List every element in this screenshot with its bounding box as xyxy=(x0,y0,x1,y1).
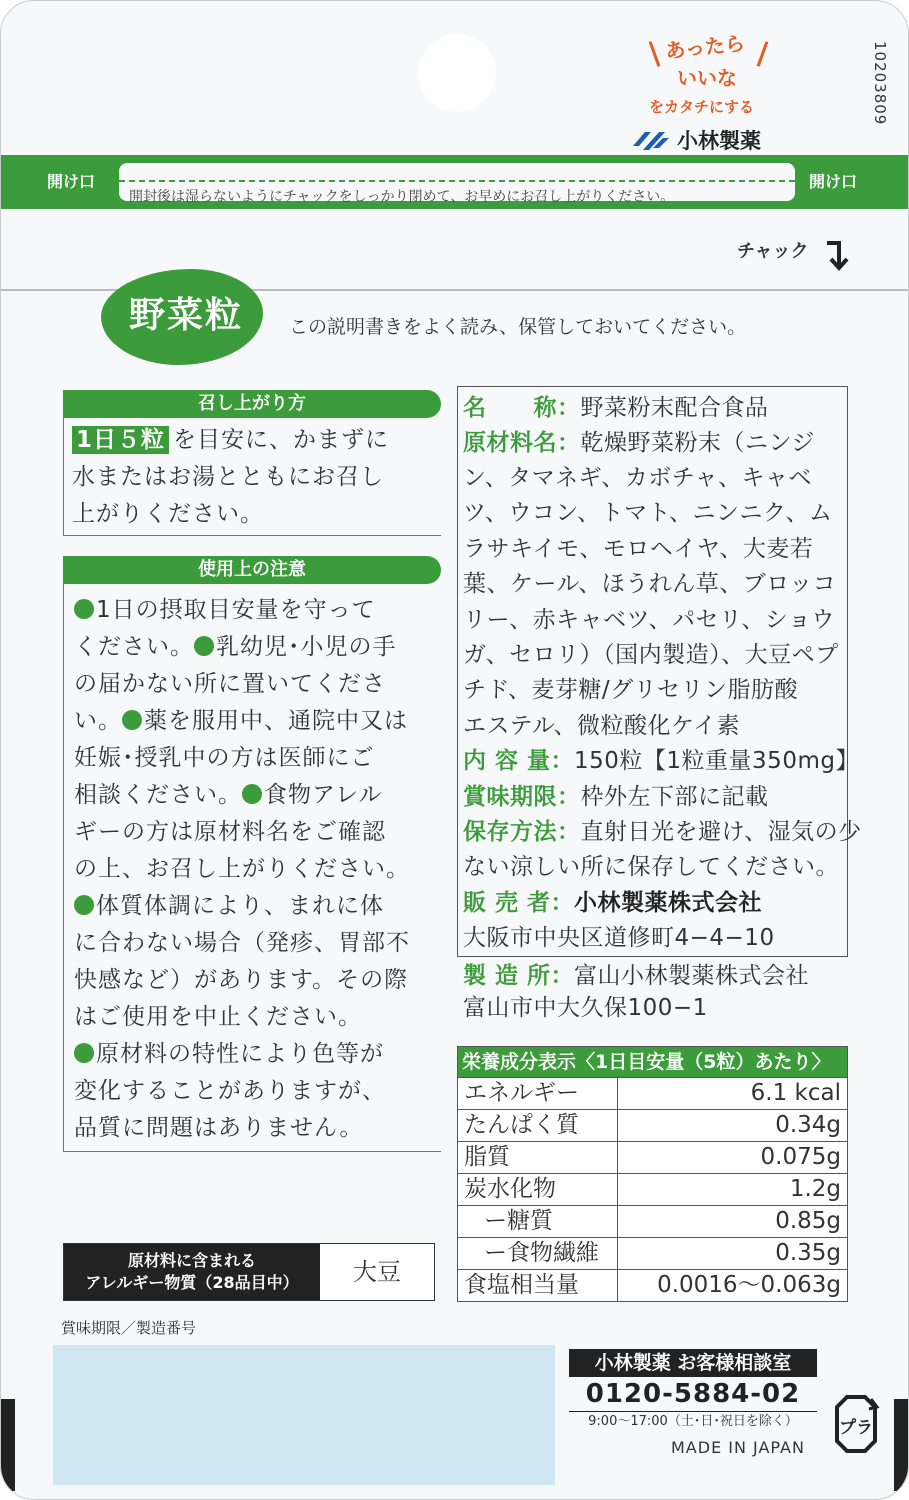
caution-line: 変化することがありますが、 xyxy=(74,1078,386,1104)
lot-code: 10203809 xyxy=(871,41,889,126)
usage-line-2: 水またはお湯とともにお召し xyxy=(72,464,384,490)
caution-line: 快感など）があります。その際 xyxy=(74,967,409,993)
slogan-accent-left xyxy=(649,41,661,66)
caution-text xyxy=(74,592,441,1147)
spec-ingredients-line: チド、麦芽糖/グリセリン脂肪酸 xyxy=(463,677,798,703)
spec-maker: 製 造 所：富山小林製薬株式会社 xyxy=(463,963,810,989)
bullet-dot-icon xyxy=(74,895,94,915)
caution-line: 品質に問題はありません。 xyxy=(74,1115,364,1141)
read-notice: この説明書きをよく読み、保管しておいてください。 xyxy=(289,316,747,338)
usage-text xyxy=(72,422,441,533)
company-name: 小林製薬 xyxy=(677,129,761,153)
caution-line: 妊娠･授乳中の方は医師にご xyxy=(74,745,375,771)
allergy-label xyxy=(64,1244,320,1300)
caution-line: ください。 乳幼児･小児の手 xyxy=(74,634,397,660)
allergy-box xyxy=(63,1243,435,1301)
spec-maker-address: 富山市中大久保100−1 xyxy=(463,995,708,1021)
usage-heading: 召し上がり方 xyxy=(63,390,441,418)
spec-best-before: 賞味期限：枠外左下部に記載 xyxy=(463,784,769,810)
caution-line: の届かない所に置いてくださ xyxy=(74,671,386,697)
table-row: 食塩相当量 0.0016〜0.063g xyxy=(458,1269,847,1301)
recycle-pla-icon xyxy=(827,1393,885,1455)
spec-storage: 保存方法：直射日光を避け、湿気の少 xyxy=(463,819,862,845)
slogan-line-2: いいな xyxy=(677,66,737,90)
usage-section xyxy=(63,418,441,536)
side-mark-right xyxy=(894,1399,908,1491)
table-row: 脂質 0.075g xyxy=(458,1141,847,1173)
usage-line-1: を目安に、かまずに xyxy=(173,427,390,453)
spec-content: 内 容 量：150粒【1粒重量350mg】 xyxy=(463,748,859,774)
usage-line-3: 上がりください。 xyxy=(72,501,264,527)
spec-seller-address: 大阪市中央区道修町4−4−10 xyxy=(463,925,775,951)
caution-line: 相談ください。 食物アレル xyxy=(74,782,383,808)
allergy-label-line-2: アレルギー物質（28品目中） xyxy=(85,1273,299,1292)
spec-ingredients-line: ガ、セロリ）（国内製造）、大豆ペプ xyxy=(463,642,839,668)
open-tab-left[interactable]: 開け口 xyxy=(47,172,96,191)
caution-line: の上、お召し上がりください。 xyxy=(74,856,410,882)
customer-service-hours: 9:00〜17:00（土･日･祝日を除く） xyxy=(588,1414,798,1429)
slogan-line-1: あったら xyxy=(664,30,747,64)
bullet-dot-icon xyxy=(74,1043,94,1063)
arrow-down-icon xyxy=(825,239,853,271)
nutrition-heading: 栄養成分表示〈1日目安量（5粒）あたり〉 xyxy=(458,1047,847,1077)
caution-line: に合わない場合（発疹、胃部不 xyxy=(74,930,410,956)
recycle-mark-label: プラ xyxy=(839,1418,873,1438)
table-row: たんぱく質 0.34g xyxy=(458,1109,847,1141)
slogan-line-3: をカタチにする xyxy=(649,98,755,116)
caution-line: ギーの方は原材料名をご確認 xyxy=(74,819,386,845)
brand-slogan xyxy=(641,29,773,121)
bullet-dot-icon xyxy=(242,784,262,804)
spec-name: 名 称：野菜粉末配合食品 xyxy=(463,395,769,421)
table-row: ー食物繊維 0.35g xyxy=(458,1237,847,1269)
spec-ingredients-line: 葉、ケール、ほうれん草、ブロッコ xyxy=(463,571,837,597)
slogan-accent-right xyxy=(757,41,769,66)
product-name: 野菜粒 xyxy=(128,295,243,336)
caution-section xyxy=(63,584,441,1152)
bullet-dot-icon xyxy=(74,599,94,619)
spec-ingredients: 原材料名：乾燥野菜粉末（ニンジ xyxy=(463,430,815,456)
nutrition-table xyxy=(457,1046,848,1302)
spec-ingredients-line: ン、タマネギ、カボチャ、キャベ xyxy=(463,465,813,491)
bullet-dot-icon xyxy=(122,710,142,730)
spec-ingredients-line: エステル、微粒酸化ケイ素 xyxy=(463,713,740,739)
expiry-label: 賞味期限／製造番号 xyxy=(61,1319,197,1337)
tear-line xyxy=(119,180,795,182)
allergy-label-line-1: 原材料に含まれる xyxy=(127,1251,256,1270)
customer-service-phone[interactable]: 0120-5884-02 xyxy=(569,1377,817,1412)
caution-line: 1日の摂取目安量を守って xyxy=(74,592,441,629)
spec-ingredients-line: ツ、ウコン、トマト、ニンニク、ム xyxy=(463,500,833,526)
customer-service-title: 小林製薬 お客様相談室 xyxy=(569,1349,817,1377)
hang-hole xyxy=(418,34,496,112)
table-row: 炭水化物 1.2g xyxy=(458,1173,847,1205)
spec-ingredients-line: ラサキイモ、モロヘイヤ、大麦若 xyxy=(463,536,814,562)
kobayashi-logo-icon xyxy=(631,126,671,154)
bullet-dot-icon xyxy=(194,636,214,656)
open-notice: 開封後は湿らないようにチャックをしっかり閉めて、お早めにお召し上がりください。 xyxy=(129,189,675,205)
caution-line: い。 薬を服用中、通院中又は xyxy=(74,708,408,734)
caution-line: 体質体調により、まれに体 xyxy=(74,888,441,925)
caution-line: はご使用を中止ください。 xyxy=(74,1004,362,1030)
zipper-label: チャック xyxy=(737,241,809,262)
open-tab-right[interactable]: 開け口 xyxy=(809,172,858,191)
customer-service xyxy=(569,1349,817,1432)
table-row: ー糖質 0.85g xyxy=(458,1205,847,1237)
spec-seller: 販 売 者：小林製薬株式会社 xyxy=(463,890,763,916)
dose-badge: 1日５粒 xyxy=(72,426,169,454)
expiry-print-area xyxy=(53,1345,555,1485)
brand-logo xyxy=(631,125,761,155)
allergy-value: 大豆 xyxy=(320,1244,434,1300)
side-mark-left xyxy=(1,1399,15,1491)
made-in-label: MADE IN JAPAN xyxy=(671,1438,805,1457)
spec-ingredients-line: リー、赤キャベツ、パセリ、ショウ xyxy=(463,607,835,633)
caution-heading: 使用上の注意 xyxy=(63,556,441,584)
spec-storage-line: ない涼しい所に保存してください。 xyxy=(463,854,839,880)
caution-line: 原材料の特性により色等が xyxy=(74,1036,441,1073)
table-row: エネルギー 6.1 kcal xyxy=(458,1077,847,1109)
